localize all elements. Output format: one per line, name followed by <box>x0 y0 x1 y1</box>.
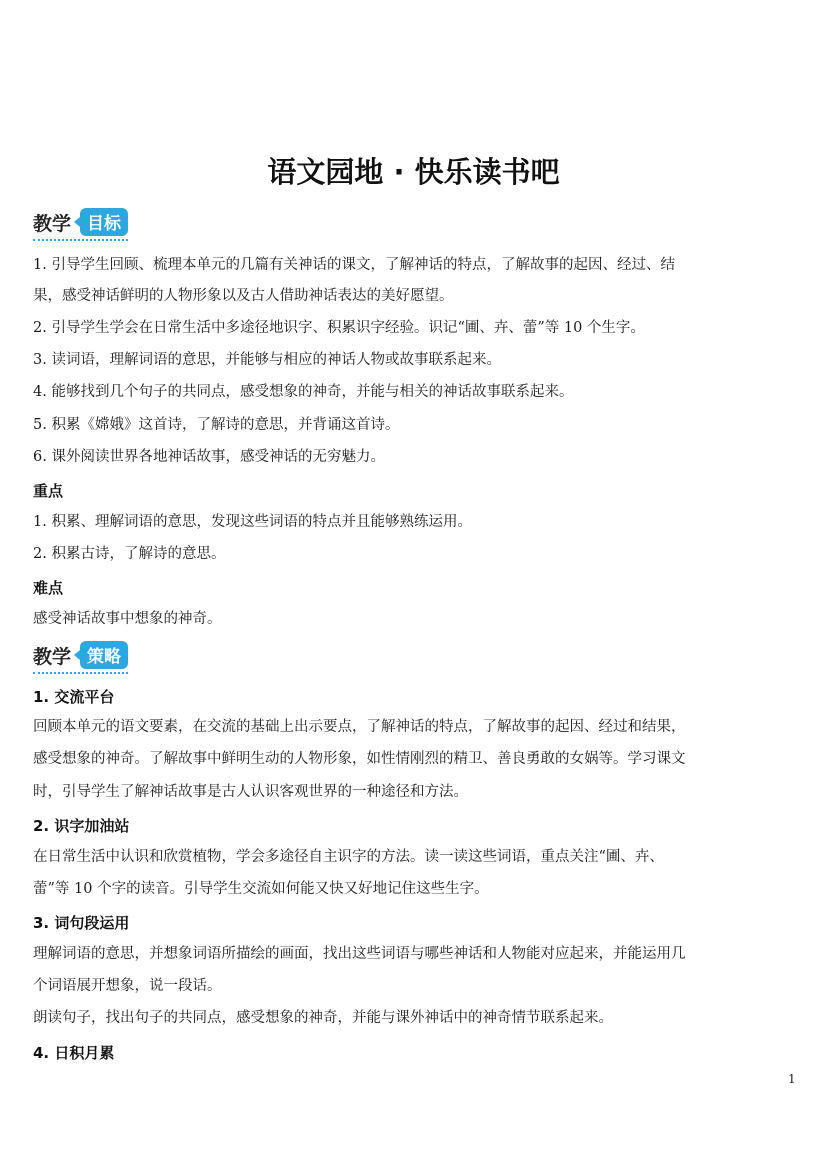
goal-line: 6. 课外阅读世界各地神话故事，感受神话的无穷魅力。 <box>33 449 385 465</box>
strategy-line: 在日常生活中认识和欣赏植物，学会多途径自主识字的方法。读一读这些词语，重点关注“圃、卉、 <box>33 849 664 865</box>
strategy-line: 个词语展开想象，说一段话。 <box>33 978 222 994</box>
strategy-line: 理解词语的意思，并想象词语所描绘的画面，找出这些词语与哪些神话和人物能对应起来，并能运用几 <box>33 946 686 962</box>
key-point-line: 1. 积累、理解词语的意思，发现这些词语的特点并且能够熟练运用。 <box>33 514 472 530</box>
strategy-line: 时，引导学生了解神话故事是古人认识客观世界的一种途径和方法。 <box>33 784 468 800</box>
goal-line: 3. 读词语，理解词语的意思，并能够与相应的神话人物或故事联系起来。 <box>33 352 501 368</box>
strategy-line: 蕾”等 10 个字的读音。引导学生交流如何能又快又好地记住这些生字。 <box>33 881 489 897</box>
goal-line: 果，感受神话鲜明的人物形象以及古人借助神话表达的美好愿望。 <box>33 288 454 304</box>
goal-line: 2. 引导学生学会在日常生活中多途径地识字、积累识字经验。识记“圃、卉、蕾”等 10 个生字。 <box>33 320 645 336</box>
section-header-lead: 教学 <box>33 645 72 668</box>
strategy-line: 感受想象的神奇。了解故事中鲜明生动的人物形象，如性情刚烈的精卫、善良勇敢的女娲等。学习课文 <box>33 751 686 767</box>
page-number: 1 <box>788 1072 796 1086</box>
section-header-goals <box>33 207 128 241</box>
strategy-heading: 4. 日积月累 <box>33 1044 115 1062</box>
strategy-line: 朗读句子，找出句子的共同点，感受想象的神奇，并能与课外神话中的神奇情节联系起来。 <box>33 1010 613 1026</box>
section-header-tag: 目标 <box>80 208 128 236</box>
page-title: 语文园地 · 快乐读书吧 <box>267 155 560 189</box>
strategy-heading: 2. 识字加油站 <box>33 817 130 835</box>
strategy-heading: 1. 交流平台 <box>33 688 115 706</box>
difficulty-line: 感受神话故事中想象的神奇。 <box>33 611 222 627</box>
section-header-strategy <box>33 640 128 674</box>
goal-line: 5. 积累《嫦娥》这首诗，了解诗的意思，并背诵这首诗。 <box>33 417 400 433</box>
key-point-line: 2. 积累古诗，了解诗的意思。 <box>33 546 226 562</box>
strategy-heading: 3. 词句段运用 <box>33 914 130 932</box>
goal-line: 1. 引导学生回顾、梳理本单元的几篇有关神话的课文，了解神话的特点，了解故事的起因、经过、结 <box>33 257 675 273</box>
key-points-heading: 重点 <box>33 482 64 500</box>
difficulties-heading: 难点 <box>33 579 64 597</box>
section-header-tag: 策略 <box>80 641 128 669</box>
goal-line: 4. 能够找到几个句子的共同点，感受想象的神奇，并能与相关的神话故事联系起来。 <box>33 384 574 400</box>
section-header-lead: 教学 <box>33 212 72 235</box>
strategy-line: 回顾本单元的语文要素，在交流的基础上出示要点，了解神话的特点，了解故事的起因、经过和结果， <box>33 719 686 735</box>
